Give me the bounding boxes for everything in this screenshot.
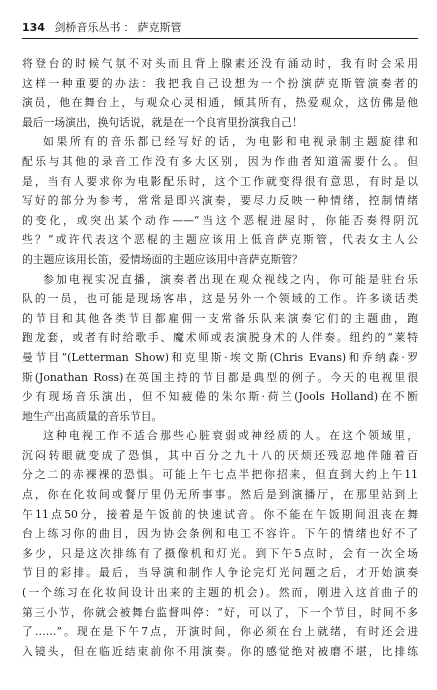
text-line: 配乐与其他的录音工作没有多大区别，因为作曲者知道需要什么。但: [22, 154, 418, 168]
text-line: 了……”。现在是下午7点，开演时间，你必须在台上就绪，有时还会进: [22, 625, 418, 639]
text-line: 这样一种重要的办法：我把我自己设想为一个扮演萨克斯管演奏者的: [22, 76, 418, 90]
text-line: 午11点50分，接着是午饭前的快速试音。你不能在午饭期间沮丧在舞: [22, 507, 418, 521]
paragraph-3: [22, 270, 418, 427]
page-number: 134: [22, 21, 45, 34]
header-separator: ：: [123, 21, 135, 34]
paragraph-4: [22, 426, 418, 661]
text-line: 第三小节，你就会被舞台监督叫停：“好，可以了，下一个节目，时间不多: [22, 605, 418, 619]
text-line: 入镜头，但在临近结束前你不用演奏。你的感觉绝对被磨不堪，比排练: [22, 644, 418, 658]
text-line: 参加电视实况直播，演奏者出现在观众视线之内，你可能是驻台乐: [43, 272, 418, 286]
text-line: 的节目和其他各类节目都雇佣一支常备乐队来演奏它们的主题曲，跑: [22, 311, 418, 325]
text-line: 台上练习你的曲目，因为协会条例和电工不容许。下午的情绪也好不了: [22, 527, 418, 541]
text-line: 多少，只是这次排练有了摄像机和灯光。到下午5点时，会有一次全场: [22, 546, 418, 560]
text-line: 节目的彩排。最后，当导演和制作人争论完灯光问题之后，才开始演奏: [22, 566, 418, 580]
text-line: 将登台的时候气氛不对头而且背上腺素还没有涌动时，我有时会采用: [22, 57, 418, 70]
text-line: 跑龙套，或者有时给歌手、魔术师或表演脱身术的人伴奏。纽约的“莱特: [22, 331, 418, 345]
book-title: 萨克斯管: [137, 21, 182, 34]
text-line: 曼节目”(Letterman Show)和克里斯·埃文斯(Chris Evans)和乔纳森·罗: [22, 350, 418, 364]
text-line: (一个练习在化妆间设计出来的主题的机会)。然而，刚进入这首曲子的: [22, 586, 418, 600]
text-line: 沉闷转眼就变成了恐惧，其中百分之九十八的厌烦还残忍地伴随着百: [22, 448, 418, 462]
text-line: 是，当有人要求你为电影配乐时，这个工作就变得很有意思，有时是以: [22, 174, 418, 188]
running-header: [22, 21, 418, 39]
paragraph-1: [22, 54, 418, 132]
paragraph-2: [22, 132, 418, 269]
text-line: 少有现场音乐演出，但不知疲倦的朱尔斯·荷兰(Jools Holland)在不断: [22, 390, 418, 404]
text-line: 的变化，或突出某个动作——“当这个恶棍进屋时，你能否奏得阴沉: [22, 213, 418, 227]
text-line: 最后一场演出，换句话说，就是在一个良宵里扮演我自己！: [22, 115, 303, 129]
text-line: 如果所有的音乐都已经写好的话，为电影和电视录制主题旋律和: [43, 135, 418, 149]
text-line: 些？”或许代表这个恶棍的主题应该用上低音萨克斯管，代表女主人公: [22, 233, 418, 247]
text-line: 写好的部分为参考，常常是即兴演奏，要尽力反映一种情绪，控制情绪: [22, 194, 418, 208]
series-title: 剑桥音乐丛书: [54, 21, 121, 34]
text-line: 分之二的赤裸裸的恐惧。可能上午七点半把你招来，但直到大约上午11: [22, 468, 418, 482]
text-line: 地生产出高质量的音乐节目。: [22, 409, 163, 423]
text-line: 的主题应该用长笛，爱情场面的主题应该用中音萨克斯管？: [22, 252, 303, 266]
text-line: 队的一员，也可能是现场客串，这是另外一个领域的工作。许多谈话类: [22, 292, 418, 306]
body-text: [22, 54, 418, 661]
text-line: 斯(Jonathan Ross)在英国主持的节目都是典型的例子。今天的电视里很: [22, 370, 418, 384]
text-line: 演员，他在舞台上，与观众心灵相通，倾其所有，热爱观众，这仿佛是他: [22, 96, 418, 110]
text-line: 点，你在化妆间或餐厅里仍无所事事。然后是到演播厅，在那里站到上: [22, 488, 418, 502]
text-line: 这种电视工作不适合那些心脏衰弱或神经质的人。在这个领域里，: [43, 429, 418, 443]
